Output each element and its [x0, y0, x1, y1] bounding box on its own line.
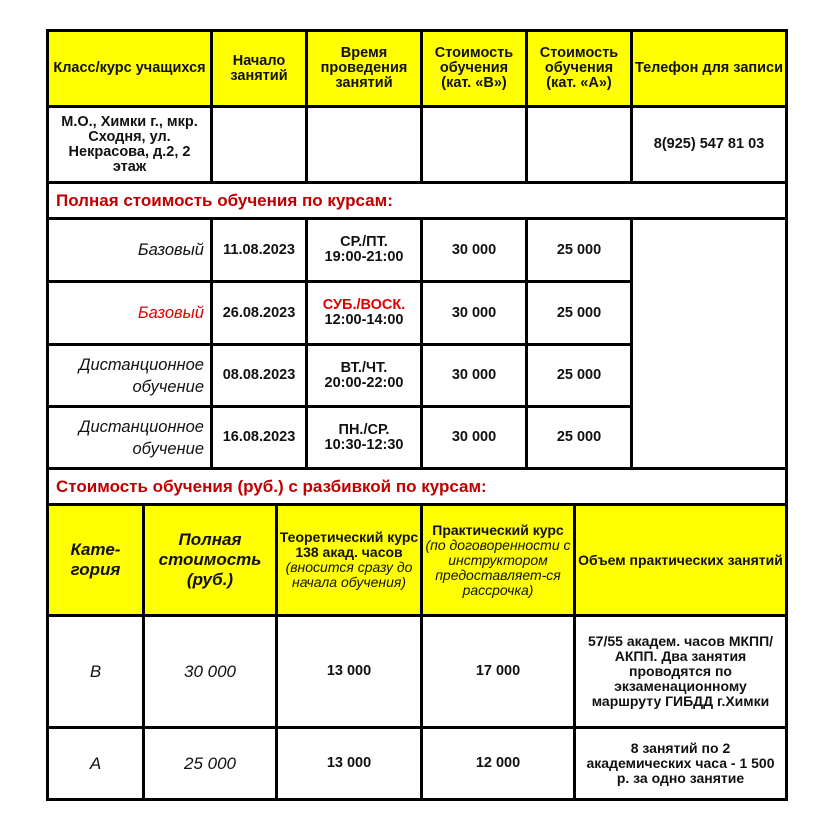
address-text: М.О., Химки г., мкр. Сходня, ул. Некрасова, д.2, 2 этаж [61, 113, 198, 175]
course-cost-a [528, 346, 633, 408]
course-schedule [308, 283, 423, 346]
header-category [49, 506, 145, 617]
empty-phone-column [633, 220, 785, 470]
header-cost-a-text: Стоимость обучения (кат. «А») [539, 45, 619, 91]
address-cell [49, 108, 213, 184]
header-phone [633, 32, 785, 108]
full-cost-cell [145, 617, 278, 729]
course-date [213, 346, 308, 408]
course-name [49, 408, 213, 470]
course-name-text: Дистанционное обучение [78, 355, 204, 396]
header-theory-main: Теоретический курс 138 акад. часов [279, 529, 419, 560]
course-name-text: Базовый [137, 241, 204, 259]
course-cost-a [528, 220, 633, 283]
course-cost-a [528, 408, 633, 470]
course-date-text: 26.08.2023 [222, 304, 296, 321]
header-time-text: Время проведения занятий [320, 45, 408, 91]
course-schedule [308, 346, 423, 408]
category-text: A [89, 753, 102, 773]
course-cost-b-text: 30 000 [451, 429, 497, 445]
practice-cost-text: 17 000 [475, 663, 521, 679]
header-practice [423, 506, 576, 617]
course-cost-a-text: 25 000 [556, 429, 602, 445]
category-text: B [89, 661, 102, 681]
header-class-course [49, 32, 213, 108]
course-schedule [308, 220, 423, 283]
phone-text: 8(925) 547 81 03 [653, 136, 765, 152]
course-cost-b [423, 220, 528, 283]
theory-cost-text: 13 000 [326, 663, 372, 679]
header-cost-b-text: Стоимость обучения (кат. «В») [434, 45, 514, 91]
course-days: СУБ./ВОСК. [322, 297, 406, 313]
theory-cost-text: 13 000 [326, 755, 372, 771]
price-table [46, 29, 788, 801]
course-name [49, 220, 213, 283]
header-practice-volume [576, 506, 785, 617]
course-date-text: 11.08.2023 [223, 241, 295, 258]
header-practice-main: Практический курс [432, 521, 564, 538]
course-date [213, 408, 308, 470]
section-title-full-cost-text: Полная стоимость обучения по курсам: [56, 190, 393, 210]
practice-cost-text: 12 000 [475, 755, 521, 771]
course-date [213, 220, 308, 283]
empty-cell [423, 108, 528, 184]
empty-cell [213, 108, 308, 184]
course-hours: 12:00-14:00 [324, 312, 404, 328]
course-cost-b [423, 408, 528, 470]
header-cost-a [528, 32, 633, 108]
theory-cost-cell [278, 729, 423, 798]
practice-cost-cell [423, 617, 576, 729]
header-class-course-text: Класс/курс учащихся [53, 60, 206, 76]
header-theory [278, 506, 423, 617]
course-days: ВТ./ЧТ. [340, 359, 388, 376]
course-cost-a [528, 283, 633, 346]
practice-cost-cell [423, 729, 576, 798]
theory-cost-cell [278, 617, 423, 729]
header-practice-volume-text: Объем практических занятий [578, 551, 783, 568]
full-cost-text: 25 000 [184, 753, 236, 773]
header-time [308, 32, 423, 108]
section-title-breakdown-text: Стоимость обучения (руб.) с разбивкой по курсам: [56, 476, 487, 496]
course-hours: 10:30-12:30 [324, 436, 404, 453]
course-cost-a-text: 25 000 [556, 241, 602, 258]
header-practice-note: (по договоренности с инструктором предоставляет-ся рассрочка) [425, 536, 571, 598]
course-hours: 20:00-22:00 [324, 374, 404, 391]
practice-volume-cell [576, 617, 785, 729]
full-cost-cell [145, 729, 278, 798]
header-cost-b [423, 32, 528, 108]
course-cost-b-text: 30 000 [451, 367, 497, 383]
header-full-cost-text: Полная стоимость (руб.) [158, 530, 262, 589]
practice-volume-cell [576, 729, 785, 798]
course-name-text: Базовый [137, 304, 204, 322]
phone-cell [633, 108, 785, 184]
course-date [213, 283, 308, 346]
practice-volume-text: 57/55 академ. часов МКПП/АКПП. Два занятия проводятся по экзаменационному маршруту ГИБДД г.Химки [587, 633, 774, 709]
course-cost-a-text: 25 000 [556, 367, 602, 383]
course-cost-b [423, 283, 528, 346]
section-title-full-cost [49, 184, 785, 220]
full-cost-text: 30 000 [184, 661, 236, 681]
category-cell [49, 617, 145, 729]
course-hours: 19:00-21:00 [324, 249, 404, 265]
header-phone-text: Телефон для записи [634, 60, 784, 76]
header-theory-note: (вносится сразу до начала обучения) [285, 559, 413, 590]
header-start [213, 32, 308, 108]
course-days: ПН./СР. [338, 421, 390, 438]
course-cost-a-text: 25 000 [556, 304, 602, 321]
header-category-text: Кате-гория [70, 540, 121, 579]
course-cost-b-text: 30 000 [451, 304, 497, 321]
course-name [49, 283, 213, 346]
course-date-text: 08.08.2023 [222, 367, 296, 383]
empty-cell [528, 108, 633, 184]
course-cost-b-text: 30 000 [451, 241, 497, 258]
practice-volume-text: 8 занятий по 2 академических часа - 1 500 р. за одно занятие [586, 740, 775, 786]
course-days: СР./ПТ. [340, 234, 388, 250]
course-name [49, 346, 213, 408]
header-full-cost [145, 506, 278, 617]
course-schedule [308, 408, 423, 470]
empty-cell [308, 108, 423, 184]
category-cell [49, 729, 145, 798]
header-start-text: Начало занятий [230, 52, 288, 84]
section-title-breakdown [49, 470, 785, 506]
course-date-text: 16.08.2023 [222, 429, 296, 445]
course-cost-b [423, 346, 528, 408]
course-name-text: Дистанционное обучение [78, 417, 204, 458]
